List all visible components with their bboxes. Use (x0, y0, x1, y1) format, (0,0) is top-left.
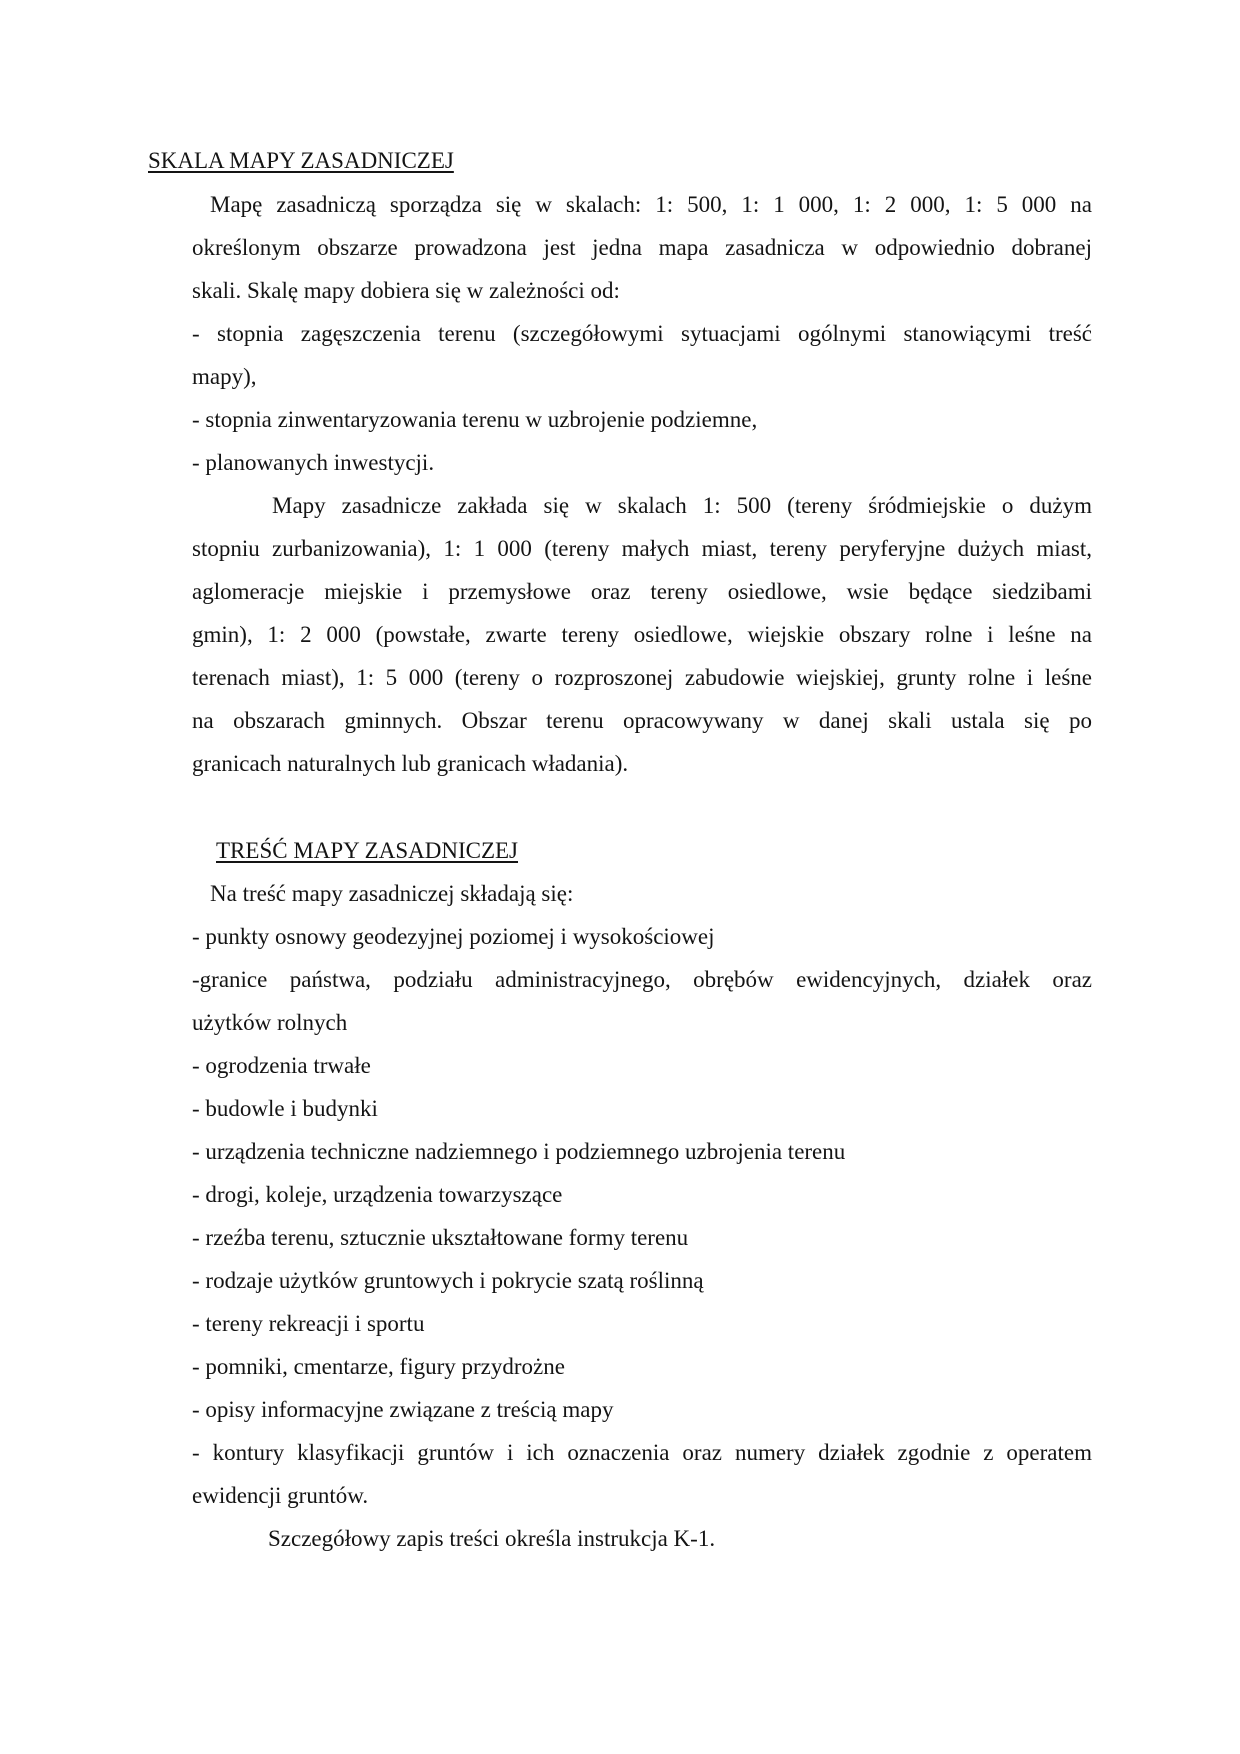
list-item-continuation: ewidencji gruntów. (192, 1483, 369, 1508)
list-item-continuation: użytków rolnych (192, 1010, 348, 1035)
list-item-continuation: mapy), (192, 364, 257, 389)
paragraph-line: Mapę zasadniczą sporządza się w skalach: 1: 500, 1: 1 000, 1: 2 000, 1: 5 000 na (210, 192, 1092, 217)
list-item: - planowanych inwestycji. (192, 450, 435, 475)
list-item: - tereny rekreacji i sportu (192, 1311, 425, 1336)
paragraph-line: aglomeracje miejskie i przemysłowe oraz tereny osiedlowe, wsie będące siedzibami (192, 579, 1092, 604)
list-item: - ogrodzenia trwałe (192, 1053, 371, 1078)
list-item: - rodzaje użytków gruntowych i pokrycie szatą roślinną (192, 1268, 704, 1293)
list-item: - kontury klasyfikacji gruntów i ich oznaczenia oraz numery działek zgodnie z operatem (192, 1440, 1092, 1465)
paragraph-line: Mapy zasadnicze zakłada się w skalach 1: 500 (tereny śródmiejskie o dużym (272, 493, 1092, 518)
list-item: - rzeźba terenu, sztucznie ukształtowane formy terenu (192, 1225, 689, 1250)
paragraph-line: gmin), 1: 2 000 (powstałe, zwarte tereny osiedlowe, wiejskie obszary rolne i leśne na (192, 622, 1092, 647)
paragraph-line: skali. Skalę mapy dobiera się w zależności od: (192, 278, 620, 303)
paragraph-line: stopniu zurbanizowania), 1: 1 000 (tereny małych miast, tereny peryferyjne dużych miast, (192, 536, 1092, 561)
paragraph-line: określonym obszarze prowadzona jest jedna mapa zasadnicza w odpowiednio dobranej (192, 235, 1092, 260)
list-item: - urządzenia techniczne nadziemnego i podziemnego uzbrojenia terenu (192, 1139, 846, 1164)
paragraph-line: na obszarach gminnych. Obszar terenu opracowywany w danej skali ustala się po (192, 708, 1092, 733)
list-item: - stopnia zinwentaryzowania terenu w uzbrojenie podziemne, (192, 407, 758, 432)
list-item: -granice państwa, podziału administracyjnego, obrębów ewidencyjnych, działek oraz (192, 967, 1092, 992)
section-heading-content: TREŚĆ MAPY ZASADNICZEJ (216, 838, 519, 863)
list-item: - budowle i budynki (192, 1096, 378, 1121)
paragraph-line: terenach miast), 1: 5 000 (tereny o rozproszonej zabudowie wiejskiej, grunty rolne i leśne (192, 665, 1092, 690)
list-item: - drogi, koleje, urządzenia towarzyszące (192, 1182, 563, 1207)
list-item: - stopnia zagęszczenia terenu (szczegółowymi sytuacjami ogólnymi stanowiącymi treść (192, 321, 1092, 346)
section-intro: Na treść mapy zasadniczej składają się: (210, 881, 574, 906)
list-item: - pomniki, cmentarze, figury przydrożne (192, 1354, 565, 1379)
list-item: - punkty osnowy geodezyjnej poziomej i wysokościowej (192, 924, 715, 949)
section-heading-scale: SKALA MAPY ZASADNICZEJ (148, 148, 454, 173)
paragraph-line: granicach naturalnych lub granicach władania). (192, 751, 629, 776)
list-item: - opisy informacyjne związane z treścią mapy (192, 1397, 614, 1422)
closing-note: Szczegółowy zapis treści określa instrukcja K-1. (268, 1526, 716, 1551)
